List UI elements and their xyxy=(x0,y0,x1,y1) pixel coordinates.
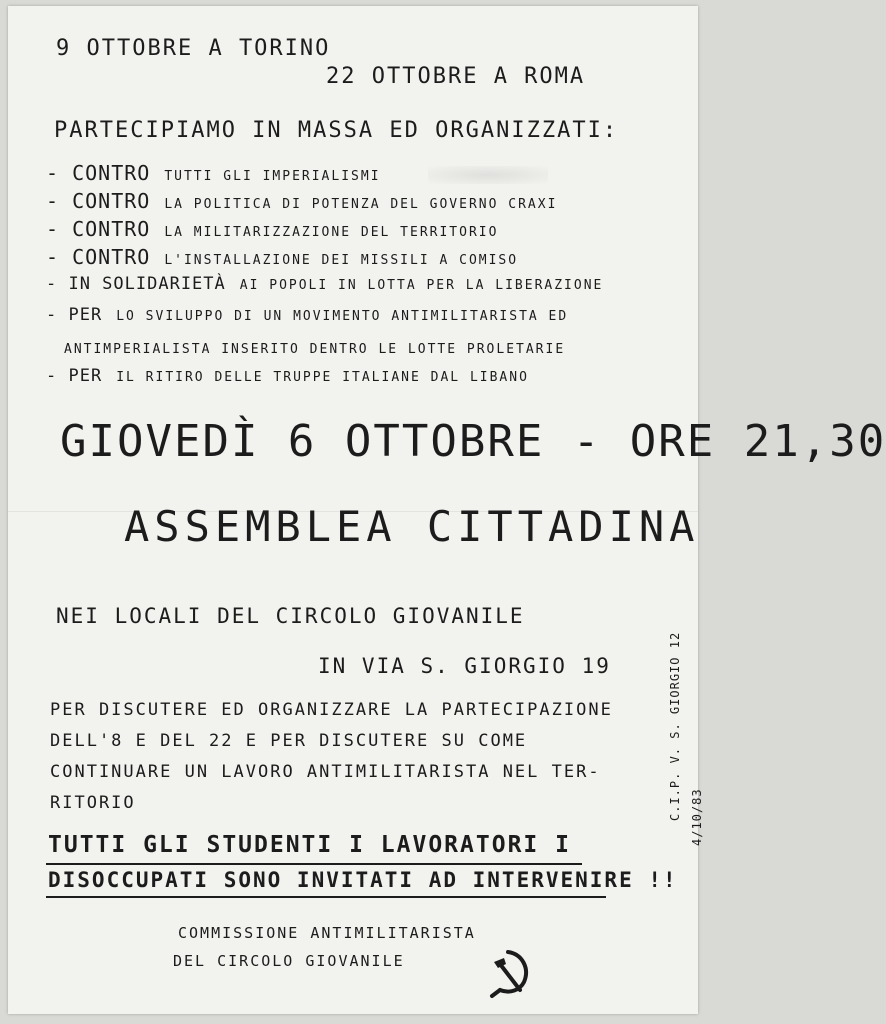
signature-club: DEL CIRCOLO GIOVANILE xyxy=(173,952,405,970)
ink-smudge xyxy=(428,166,548,184)
point-item xyxy=(46,305,568,325)
point-text: TUTTI GLI IMPERIALISMI xyxy=(164,169,381,184)
point-text: L'INSTALLAZIONE DEI MISSILI A COMISO xyxy=(164,253,519,268)
event-title: ASSEMBLEA CITTADINA xyxy=(124,502,700,551)
printer-stamp: C.I.P. V. S. GIORGIO 12 xyxy=(668,631,682,821)
event-date-time: GIOVEDÌ 6 OTTOBRE - ORE 21,30 xyxy=(60,416,886,467)
point-text: LA POLITICA DI POTENZA DEL GOVERNO CRAXI xyxy=(164,197,558,212)
signature-committee: COMMISSIONE ANTIMILITARISTA xyxy=(178,924,476,942)
purpose-line: RITORIO xyxy=(50,793,136,813)
point-key: - CONTRO xyxy=(46,161,151,185)
point-item xyxy=(46,245,518,269)
flyer-sheet xyxy=(8,6,886,1014)
point-key: - CONTRO xyxy=(46,245,151,269)
point-key: - CONTRO xyxy=(46,189,151,213)
point-item xyxy=(46,217,498,241)
point-key: - IN SOLIDARIETÀ xyxy=(46,274,226,294)
point-item xyxy=(46,366,529,386)
point-text: LO SVILUPPO DI UN MOVIMENTO ANTIMILITARISTA ED xyxy=(116,309,569,324)
point-item xyxy=(46,189,557,213)
point-text: LA MILITARIZZAZIONE DEL TERRITORIO xyxy=(164,225,499,240)
header-turin-date: 9 OTTOBRE A TORINO xyxy=(56,36,331,61)
point-text: AI POPOLI IN LOTTA PER LA LIBERAZIONE xyxy=(239,278,604,293)
venue-line: NEI LOCALI DEL CIRCOLO GIOVANILE xyxy=(56,604,525,628)
point-item xyxy=(46,274,603,294)
point-item xyxy=(46,161,381,185)
purpose-line: PER DISCUTERE ED ORGANIZZARE LA PARTECIPAZIONE xyxy=(50,700,613,720)
point-text: IL RITIRO DELLE TRUPPE ITALIANE DAL LIBANO xyxy=(116,370,529,385)
hammer-and-sickle-icon xyxy=(478,944,538,1000)
point-key: - PER xyxy=(46,305,103,325)
printer-stamp-date: 4/10/83 xyxy=(690,788,704,846)
invitation-line: TUTTI GLI STUDENTI I LAVORATORI I xyxy=(48,832,571,858)
venue-address: IN VIA S. GIORGIO 19 xyxy=(318,654,611,678)
invitation-line: DISOCCUPATI SONO INVITATI AD INTERVENIRE !! xyxy=(48,868,678,892)
point-continuation: ANTIMPERIALISTA INSERITO DENTRO LE LOTTE PROLETARIE xyxy=(64,342,566,357)
invitation-underline xyxy=(46,896,606,898)
call-to-participate: PARTECIPIAMO IN MASSA ED ORGANIZZATI: xyxy=(54,118,619,143)
point-key: - PER xyxy=(46,366,103,386)
header-rome-date: 22 OTTOBRE A ROMA xyxy=(326,64,586,89)
purpose-line: DELL'8 E DEL 22 E PER DISCUTERE SU COME xyxy=(50,731,528,751)
point-key: - CONTRO xyxy=(46,217,151,241)
invitation-underline xyxy=(46,863,582,865)
purpose-line: CONTINUARE UN LAVORO ANTIMILITARISTA NEL TER- xyxy=(50,762,601,782)
